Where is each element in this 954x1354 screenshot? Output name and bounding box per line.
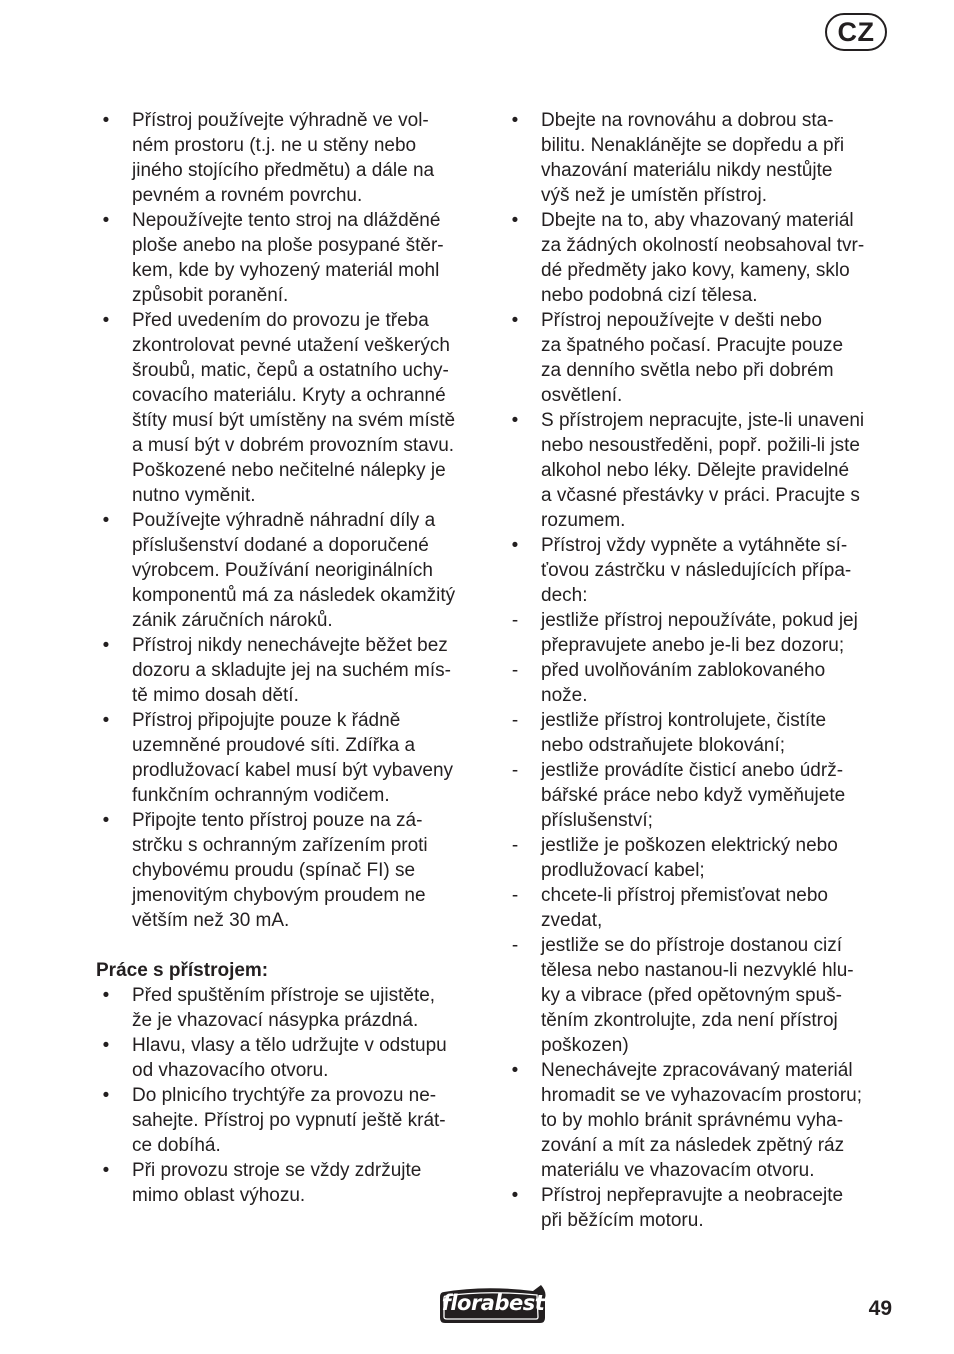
list-item-text: Při provozu stroje se vždy zdržujte mimo oblast výhozu. — [132, 1160, 422, 1206]
list-item — [505, 1058, 905, 1183]
list-item-text: Přístroj nikdy nenechávejte běžet bez dozoru a skladujte jej na suchém mís- tě mimo dosah dětí. — [132, 635, 451, 706]
list-item-text: Přístroj používejte výhradně ve vol- ném prostoru (t.j. ne u stěny nebo jiného stojícího předmětu) a dále na pevném a rovném povrchu. — [132, 110, 435, 206]
logo-text: florabest — [441, 1291, 545, 1315]
list-item-text: chcete-li přístroj přemisťovat nebo zvedat, — [541, 885, 828, 931]
list-item-text: Přístroj připojujte pouze k řádně uzemněné proudové síti. Zdířka a prodlužovací kabel musí být vybaveny funkčním ochranným vodičem. — [132, 710, 454, 806]
list-item-text: jestliže provádíte čisticí anebo údrž- bářské práce nebo když vyměňujete příslušenství; — [541, 760, 846, 831]
language-badge — [825, 13, 887, 51]
bullet-marker: • — [511, 310, 519, 331]
list-item — [96, 308, 496, 508]
list-item-text: Připojte tento přístroj pouze na zá- strčku s ochranným zařízením proti chybovému proudu (spínač FI) se jmenovitým chybovým proudem ne větším než 30 mA. — [132, 810, 428, 931]
list-item — [505, 608, 905, 658]
list-item-text: Používejte výhradně náhradní díly a příslušenství dodané a doporučené výrobcem. Používání neoriginálních komponentů má za následek okamžitý zánik záručních nároků. — [132, 510, 456, 631]
bullet-marker: • — [102, 210, 110, 231]
bullet-marker: • — [511, 1185, 519, 1206]
dash-marker: - — [511, 610, 519, 631]
bullet-marker: • — [102, 510, 110, 531]
bullet-marker: • — [102, 985, 110, 1006]
section-bullet-list — [96, 983, 496, 1208]
right-column — [505, 108, 905, 1233]
right-bullet-list — [505, 108, 905, 1233]
list-item-text: Před uvedením do provozu je třeba zkontrolovat pevné utažení veškerých šroubů, matic, čepů a ostatního uchy- covacího materiálu. Kryty a ochranné štíty musí být umístěny na svém místě a musí být v dobrém provozním stavu. Poškozené nebo nečitelné nálepky je nutno vyměnit. — [132, 310, 456, 506]
list-item-text: Do plnicího trychtýře za provozu ne- sahejte. Přístroj po vypnutí ještě krát- ce dobíhá. — [132, 1085, 446, 1156]
list-item-text: jestliže přístroj kontrolujete, čistíte nebo odstraňujete blokování; — [541, 710, 827, 756]
list-item — [505, 108, 905, 208]
left-column — [96, 108, 496, 1208]
list-item — [505, 308, 905, 408]
bullet-marker: • — [511, 410, 519, 431]
bullet-marker: • — [511, 1060, 519, 1081]
list-item — [505, 758, 905, 833]
list-item — [505, 883, 905, 933]
dash-marker: - — [511, 935, 519, 956]
list-item — [505, 1183, 905, 1233]
list-item-text: jestliže se do přístroje dostanou cizí tělesa nebo nastanou-li nezvyklé hlu- ky a vibrace (před opětovným spuš- těním zkontrolujte, zda není přístroj poškozen) — [541, 935, 854, 1056]
list-item — [96, 1033, 496, 1083]
list-item — [96, 208, 496, 308]
list-item-text: Hlavu, vlasy a tělo udržujte v odstupu od vhazovacího otvoru. — [132, 1035, 447, 1081]
bullet-marker: • — [511, 110, 519, 131]
list-item — [96, 508, 496, 633]
list-item — [505, 533, 905, 608]
dash-marker: - — [511, 710, 519, 731]
page-number: 49 — [868, 1297, 892, 1320]
list-item-text: Přístroj vždy vypněte a vytáhněte sí- ťovou zástrčku v následujících přípa- dech: — [541, 535, 852, 606]
dash-marker: - — [511, 835, 519, 856]
section-heading: Práce s přístrojem: — [96, 960, 269, 981]
list-item — [96, 633, 496, 708]
list-item-text: Dbejte na rovnováhu a dobrou sta- bilitu. Nenaklánějte se dopředu a při vhazování materiálu nikdy nestůjte výš než je umístěn přístroj. — [541, 110, 845, 206]
bullet-marker: • — [102, 110, 110, 131]
list-item-text: jestliže přístroj nepoužíváte, pokud jej přepravujete anebo je-li bez dozoru; — [541, 610, 858, 656]
list-item-text: S přístrojem nepracujte, jste-li unaveni nebo nesoustředěni, popř. požili-li jste alkohol nebo léky. Dělejte pravidelné a včasné přestávky v práci. Pracujte s rozumem. — [541, 410, 865, 531]
dash-marker: - — [511, 660, 519, 681]
list-item — [96, 983, 496, 1033]
list-item — [505, 833, 905, 883]
bullet-marker: • — [511, 210, 519, 231]
bullet-marker: • — [102, 710, 110, 731]
list-item — [505, 658, 905, 708]
bullet-marker: • — [102, 1085, 110, 1106]
list-item — [96, 1083, 496, 1158]
bullet-marker: • — [102, 1160, 110, 1181]
bullet-marker: • — [102, 810, 110, 831]
list-item-text: Před spuštěním přístroje se ujistěte, že je vhazovací násypka prázdná. — [132, 985, 436, 1031]
list-item — [96, 1158, 496, 1208]
language-code: CZ — [837, 16, 875, 47]
florabest-logo — [437, 1282, 549, 1326]
list-item — [505, 708, 905, 758]
list-item-text: Dbejte na to, aby vhazovaný materiál za žádných okolností neobsahoval tvr- dé předměty jako kovy, kameny, sklo nebo podobná cizí tělesa. — [541, 210, 865, 306]
list-item — [96, 708, 496, 808]
list-item-text: Nenechávejte zpracovávaný materiál hromadit se ve vyhazovacím prostoru; to by mohlo bránit správnému vyha- zování a mít za následek zpětný ráz materiálu ve vhazovacím otvoru. — [541, 1060, 863, 1181]
list-item-text: Nepoužívejte tento stroj na dlážděné ploše anebo na ploše posypané štěr- kem, kde by vyhozený materiál mohl způsobit poranění. — [132, 210, 444, 306]
bullet-marker: • — [102, 1035, 110, 1056]
bullet-marker: • — [102, 635, 110, 656]
list-item — [96, 108, 496, 208]
bullet-marker: • — [102, 310, 110, 331]
dash-marker: - — [511, 760, 519, 781]
list-item — [505, 208, 905, 308]
list-item-text: Přístroj nepřepravujte a neobracejte při běžícím motoru. — [541, 1185, 844, 1231]
list-item — [96, 808, 496, 933]
left-bullet-list — [96, 108, 496, 933]
bullet-marker: • — [511, 535, 519, 556]
dash-marker: - — [511, 885, 519, 906]
list-item-text: Přístroj nepoužívejte v dešti nebo za špatného počasí. Pracujte pouze za denního světla nebo při dobrém osvětlení. — [541, 310, 844, 406]
list-item — [505, 933, 905, 1058]
list-item-text: jestliže je poškozen elektrický nebo prodlužovací kabel; — [541, 835, 838, 881]
list-item — [505, 408, 905, 533]
list-item-text: před uvolňováním zablokovaného nože. — [541, 660, 826, 706]
